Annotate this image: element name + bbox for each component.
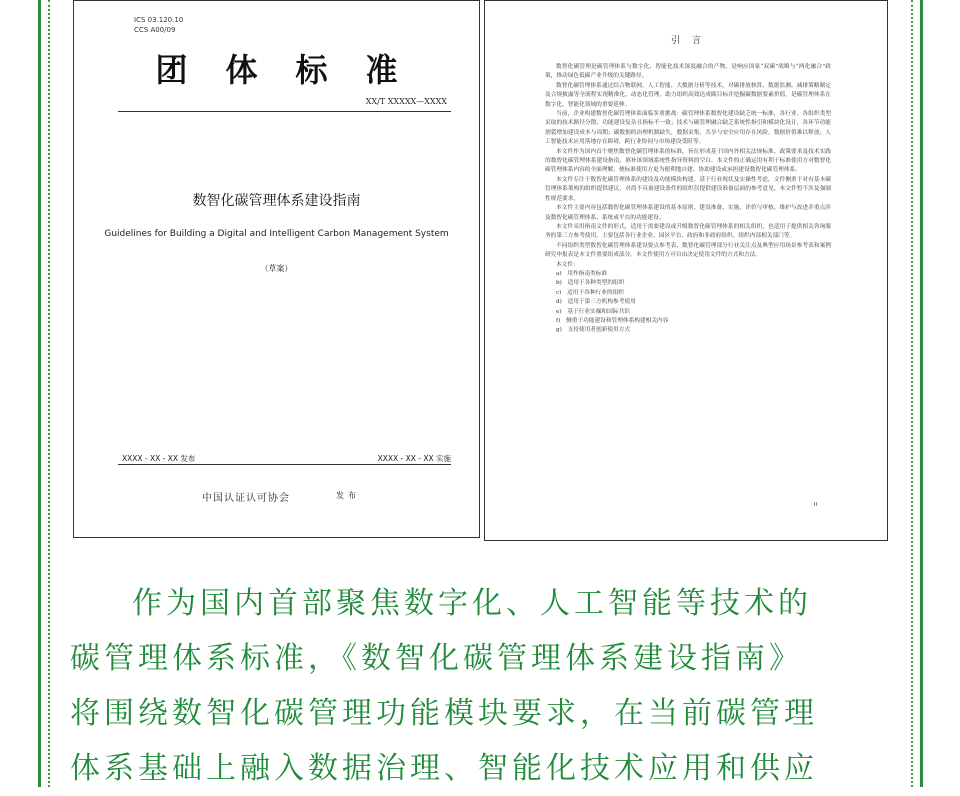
document-title-en: Guidelines for Building a Digital and Intelligent Carbon Management System <box>104 229 449 239</box>
publish-label: 发布 <box>336 491 360 500</box>
intro-paragraph: 数智化碳管理是碳管理体系与数字化、智能化技术深度融合的产物，是响应国家“双碳”战略与“两化融合”政策，推动绿色低碳产业升级的关键路径。 <box>545 64 831 80</box>
intro-list-item: e) 基于行业实操和国际共识 <box>556 308 630 315</box>
introduction-page <box>484 0 888 541</box>
ccs-code: CCS A00/09 <box>134 26 176 34</box>
caption-line-4: 体系基础上融入数据治理、智能化技术应用和供应 <box>70 751 818 786</box>
cover-title: 团体标准 <box>155 51 436 89</box>
intro-paragraph: 本文件主要内容包括数智化碳管理体系建设的基本原则、建设准备、实施、评价与审核、维护与改进并重点涉及数智化碳管理体系、系统或平台的功能建设。 <box>545 205 831 221</box>
cover-page <box>73 0 480 538</box>
intro-paragraph: 本文件专注于数智化碳管理体系的建设及功能模块构建，基于行业现状及实操性考虑，文件侧重于对有基本碳管理体系架构的组织提供建议，对尚不具备建设条件的组织仅提供建设准备层面的参考意见。本文件暂不涉及强制性规范要求。 <box>545 176 831 202</box>
ics-code: ICS 03.120.10 <box>134 16 184 24</box>
intro-list-item: b) 适用于各种类型的组织 <box>556 280 625 287</box>
introduction-body <box>545 63 831 336</box>
divider-top <box>118 111 451 112</box>
publisher: 中国认证认可协会 <box>202 493 290 504</box>
standard-number: XX/T XXXXX—XXXX <box>365 97 447 106</box>
frame-dots-left <box>48 0 50 787</box>
intro-list-item: c) 适用于各种行业的组织 <box>556 289 624 296</box>
divider-bottom <box>118 464 451 465</box>
issue-date: XXXX - XX - XX 发布 <box>122 454 196 463</box>
intro-paragraph: 数智化碳管理体系通过结合物联网、人工智能、大数据分析等技术，对碳排放核算、数据监测、减排策略制定及合规披露等全流程实现精准化、动态化管理，助力组织高效达成碳目标并挖掘碳数据要素价值，是碳管理体系在数字化、智能化领域的重要延伸。 <box>545 82 831 108</box>
intro-paragraph: 不同组织类型数智化碳管理体系建设要点参考表、数智化碳管理部分行业关注点及典型应用场景参考表和案例研究申报表是本文件重要组成部分。本文件使用方可自由决定使用文件的方式和方法。 <box>545 242 831 259</box>
intro-list-item: f) 侧重于功能建设和管理体系构建相关内容 <box>556 317 669 324</box>
intro-paragraph: 当前，企业构建数智化碳管理体系面临多重挑战：碳管理体系数智化建设缺乏统一标准，各行业、各组织类型采取的技术路径分散、功能建设复杂且指标不一致；技术与碳管理融合缺乏系统性指引和模块化设计，各环节功能割裂增加建设成本与周期；碳数据的治理机制缺失，数据采集、共享与安全应用存在风险，数据价值难以释放；人工智能技术应用落地存在障碍，跨行业协同与市场建设受阻等。 <box>545 111 831 146</box>
document-title-zh: 数智化碳管理体系建设指南 <box>192 193 361 209</box>
page-number: II <box>814 502 817 508</box>
intro-paragraph: 本文件： <box>556 261 579 268</box>
implementation-date: XXXX - XX - XX 实施 <box>377 454 451 463</box>
intro-paragraph: 本文件作为国内首个聚焦数智化碳管理体系的标准，旨在形成基于国内外相关法规标准、政策要求及技术实践的数智化碳管理体系建设指南，填补该领域系统性指导资料的空白。本文件的正确运用有利于标准使用方对数智化碳管理体系内容的全面理解，便标准使用方更为便利地自建、协助建设或承担建设数智化碳管理体系。 <box>545 148 831 174</box>
intro-list-item: a) 用作指南类标准 <box>556 270 608 277</box>
caption-line-2: 碳管理体系标准，《数智化碳管理体系建设指南》 <box>70 641 803 676</box>
intro-list-item: g) 支持使用者创新使用方式 <box>556 327 631 334</box>
frame-line-left <box>38 0 41 787</box>
introduction-heading: 引言 <box>670 36 713 46</box>
caption-line-3: 将围绕数智化碳管理功能模块要求，在当前碳管理 <box>70 696 818 731</box>
frame-line-right <box>920 0 923 787</box>
intro-paragraph: 本文件采用指南文件的形式，适用于需要建设或升级数智化碳管理体系的相关组织，也适用于提供相关咨询服务的第三方参考使用，主要包括各行业企业、园区平台、政府和非政府组织、组织内部相关部门等。 <box>545 223 831 240</box>
intro-list-item: d) 适用于第三方机构参考使用 <box>556 299 636 306</box>
frame-dots-right <box>911 0 913 787</box>
draft-label: （草案） <box>260 264 293 273</box>
caption-line-1: 作为国内首部聚焦数字化、人工智能等技术的 <box>132 586 812 621</box>
